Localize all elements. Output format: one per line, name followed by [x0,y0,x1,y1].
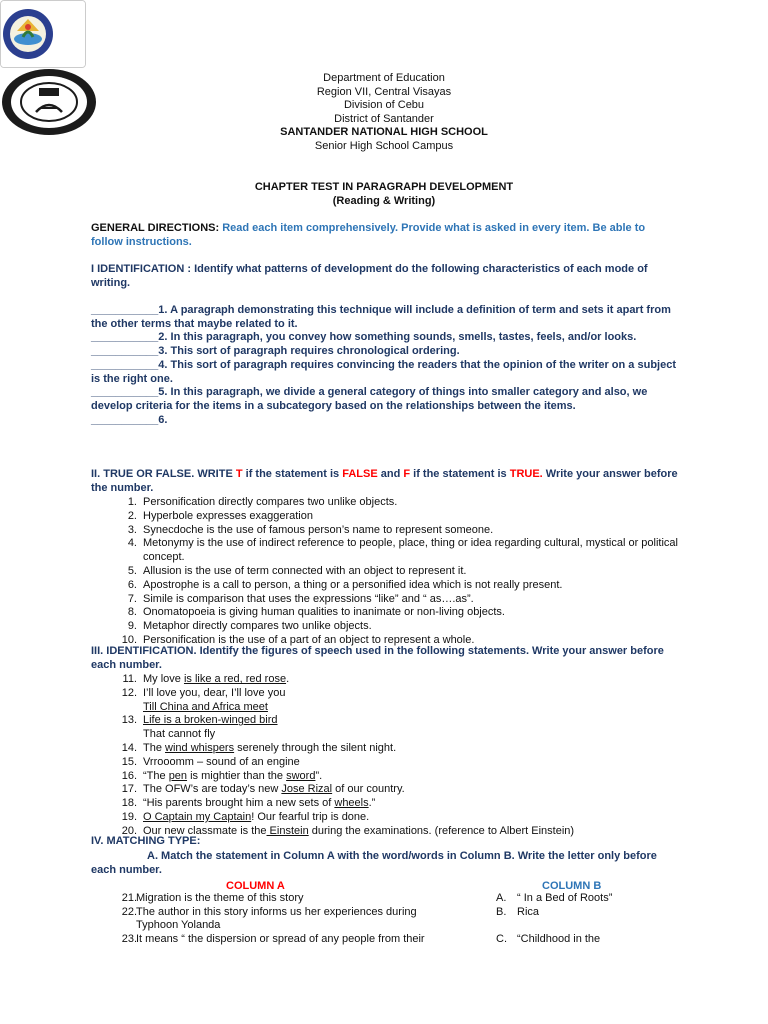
match-statement: The author in this story informs us her experiences during [136,906,417,918]
part3-heading: III. IDENTIFICATION. Identify the figures of speech used in the following statements. Write your answer before each number. [91,645,664,671]
match-letter: A. [496,892,507,904]
underlined-phrase: wind whispers [165,741,235,754]
division-seal-logo [0,0,86,68]
underlined-phrase: Jose Rizal [281,783,333,796]
part2-heading-true: TRUE. [509,468,543,480]
item-text: . [286,673,290,685]
item-number: 6. [127,578,137,591]
column-b-header: COLUMN B [542,880,602,892]
item-number: 12. [121,686,137,699]
item-number: 7. [127,592,137,605]
match-letter: C. [496,933,507,945]
item-number: 5. [127,564,137,577]
item-text: Personification directly compares two unlike objects. [143,496,398,508]
header-line-3: Division of Cebu [343,99,425,112]
list-item [113,510,683,524]
underlined-phrase: Till China and Africa meet [143,700,268,713]
list-item [113,565,683,579]
list-item [113,537,683,565]
list-item [113,770,683,784]
underlined-phrase: sword [286,769,316,782]
item-number: 19. [121,810,137,823]
header-line-2: Region VII, Central Visayas [316,85,452,98]
school-name: SANTANDER NATIONAL HIGH SCHOOL [280,126,488,139]
item-text: during the examinations. (reference to Albert Einstein) [308,824,575,837]
item-number: 8. [127,606,137,619]
list-item [113,811,683,825]
item-number: 13. [121,714,137,727]
column-a-header: COLUMN A [226,880,285,892]
item-text: “The [143,769,169,782]
item-text: of our country. [332,783,405,796]
item-text: Metonymy is the use of indirect reference to people, place, thing or idea regarding cultural, mystical or political concept. [143,537,678,564]
match-number: 22. [121,906,137,918]
item-text: .” [368,797,376,810]
match-answer: Rica [517,906,540,918]
item-text: Onomatopoeia is giving human qualities to inanimate or non-living objects. [143,606,505,619]
letterhead [0,72,768,154]
item-text: is mightier than the [187,769,287,782]
item-text: That cannot fly [143,728,216,741]
list-item [113,620,683,634]
part1-item-2: ___________2. In this paragraph, you convey how something sounds, smells, tastes, feels, and/or looks. [91,331,637,344]
match-answer: “Childhood in the [517,933,601,945]
part2-heading-text-b: if the statement is [242,468,343,480]
title-line-1: CHAPTER TEST IN PARAGRAPH DEVELOPMENT [254,181,514,193]
item-number: 17. [121,783,137,796]
list-item [113,524,683,538]
item-text: Vrrooomm – sound of an engine [143,755,300,768]
part1-heading: I IDENTIFICATION : Identify what patterns of development do the following characteristics of each mode of writing. [91,263,648,289]
part1-item-3: ___________3. This sort of paragraph requires chronological ordering. [91,345,460,358]
item-number: 9. [127,620,137,633]
underlined-phrase: O Captain my Captain [143,810,252,823]
item-text: Our new classmate is the [143,824,267,837]
list-item [113,714,683,742]
part3-list [113,673,683,839]
item-text: I’ll love you, dear, I’ll love you [143,686,286,699]
campus-name: Senior High School Campus [314,139,454,152]
item-number: 14. [121,741,137,754]
part2-heading-t: T [235,468,243,480]
part2-list [113,496,683,648]
part4-heading: IV. MATCHING TYPE: [91,835,201,847]
item-number: 1. [127,496,137,508]
underlined-phrase: Einstein [266,824,309,837]
item-number: 10. [121,633,137,646]
part4-instruction: A. Match the statement in Column A with the word/words in Column B. Write the letter only before each number. [91,850,657,876]
item-number: 20. [121,824,137,837]
part2-heading-false: FALSE [342,468,378,480]
item-text: Personification is the use of a part of an object to represent a whole. [143,633,475,646]
underlined-phrase: is like a red, red rose [183,673,287,685]
underlined-phrase: pen [168,769,188,782]
list-item [113,756,683,770]
general-directions: GENERAL DIRECTIONS: Read each item comprehensively. Provide what is asked in every item. Be able to follow instructions. [91,222,646,248]
item-text: Simile is comparison that uses the expressions “like” and “ as….as”. [143,592,474,605]
list-item [113,606,683,620]
match-letter: B. [496,906,507,918]
part1-item-1: ___________1. A paragraph demonstrating this technique will include a definition of term and sets it apart from the other terms that maybe related to it. [91,304,671,330]
part2-heading-text-e: Write your answer before the number. [91,468,678,494]
item-text: Hyperbole expresses exaggeration [143,509,313,522]
list-item [113,783,683,797]
item-text: Synecdoche is the use of famous person’s name to represent someone. [143,523,494,536]
item-text: Metaphor directly compares two unlike objects. [143,620,372,633]
header-line-1: Department of Education [323,72,445,84]
part1-item-5: ___________5. In this paragraph, we divide a general category of things into smaller category and also, we develop criteria for the items in a subcategory based on the relationships between the items. [91,386,648,412]
item-number: 11. [122,673,137,685]
match-number: 21. [121,892,137,904]
item-number: 16. [121,769,137,782]
general-directions-label: GENERAL DIRECTIONS [91,222,216,234]
match-statement: Migration is the theme of this story [136,892,304,904]
item-text: The OFW’s are today’s new [143,783,282,796]
part1-items [91,304,678,427]
part2-heading-text-c: and [377,468,404,480]
item-text: Allusion is the use of term connected with an object to represent it. [143,564,467,577]
item-text: The [143,741,166,754]
item-text: serenely through the silent night. [234,741,397,754]
header-line-4: District of Santander [334,112,434,125]
match-number: 23. [121,933,137,945]
list-item [113,593,683,607]
part2-heading-f: F [403,468,411,480]
part1-item-6: ___________6. [91,413,168,426]
title-line-2: (Reading & Writing) [332,194,436,207]
match-answer: “ In a Bed of Roots” [517,892,613,904]
list-item [113,579,683,593]
match-statement: It means “ the dispersion or spread of any people from their [136,933,425,945]
item-text: My love [143,673,184,685]
match-statement-cont: Typhoon Yolanda [136,919,221,931]
item-text: Apostrophe is a call to person, a thing or a personified idea which is not really present. [143,578,563,591]
list-item [113,797,683,811]
list-item [113,687,683,715]
general-directions-text: Read each item comprehensively. Provide what is asked in every item. Be able to follow instructions. [91,222,646,248]
item-text: “His parents brought him a new sets of [143,797,335,810]
test-title [0,181,768,208]
list-item [113,496,683,510]
item-number: 4. [127,537,137,550]
part2-heading-text: II. TRUE OR FALSE. WRITE [91,468,236,480]
item-number: 18. [121,797,137,810]
underlined-phrase: Life is a broken-winged bird [143,714,278,727]
item-number: 15. [121,755,137,768]
list-item [113,673,683,687]
underlined-phrase: wheels [334,797,369,810]
part1-item-4: ___________4. This sort of paragraph requires convincing the readers that the opinion of the writer on a subject is the right one. [91,358,676,385]
item-text: ”. [315,769,323,782]
item-text: ! Our fearful trip is done. [251,810,370,823]
part2-heading [91,468,678,495]
part2-heading-text-d: if the statement is [410,468,510,480]
item-number: 2. [127,509,137,522]
item-number: 3. [127,523,137,536]
list-item [113,742,683,756]
